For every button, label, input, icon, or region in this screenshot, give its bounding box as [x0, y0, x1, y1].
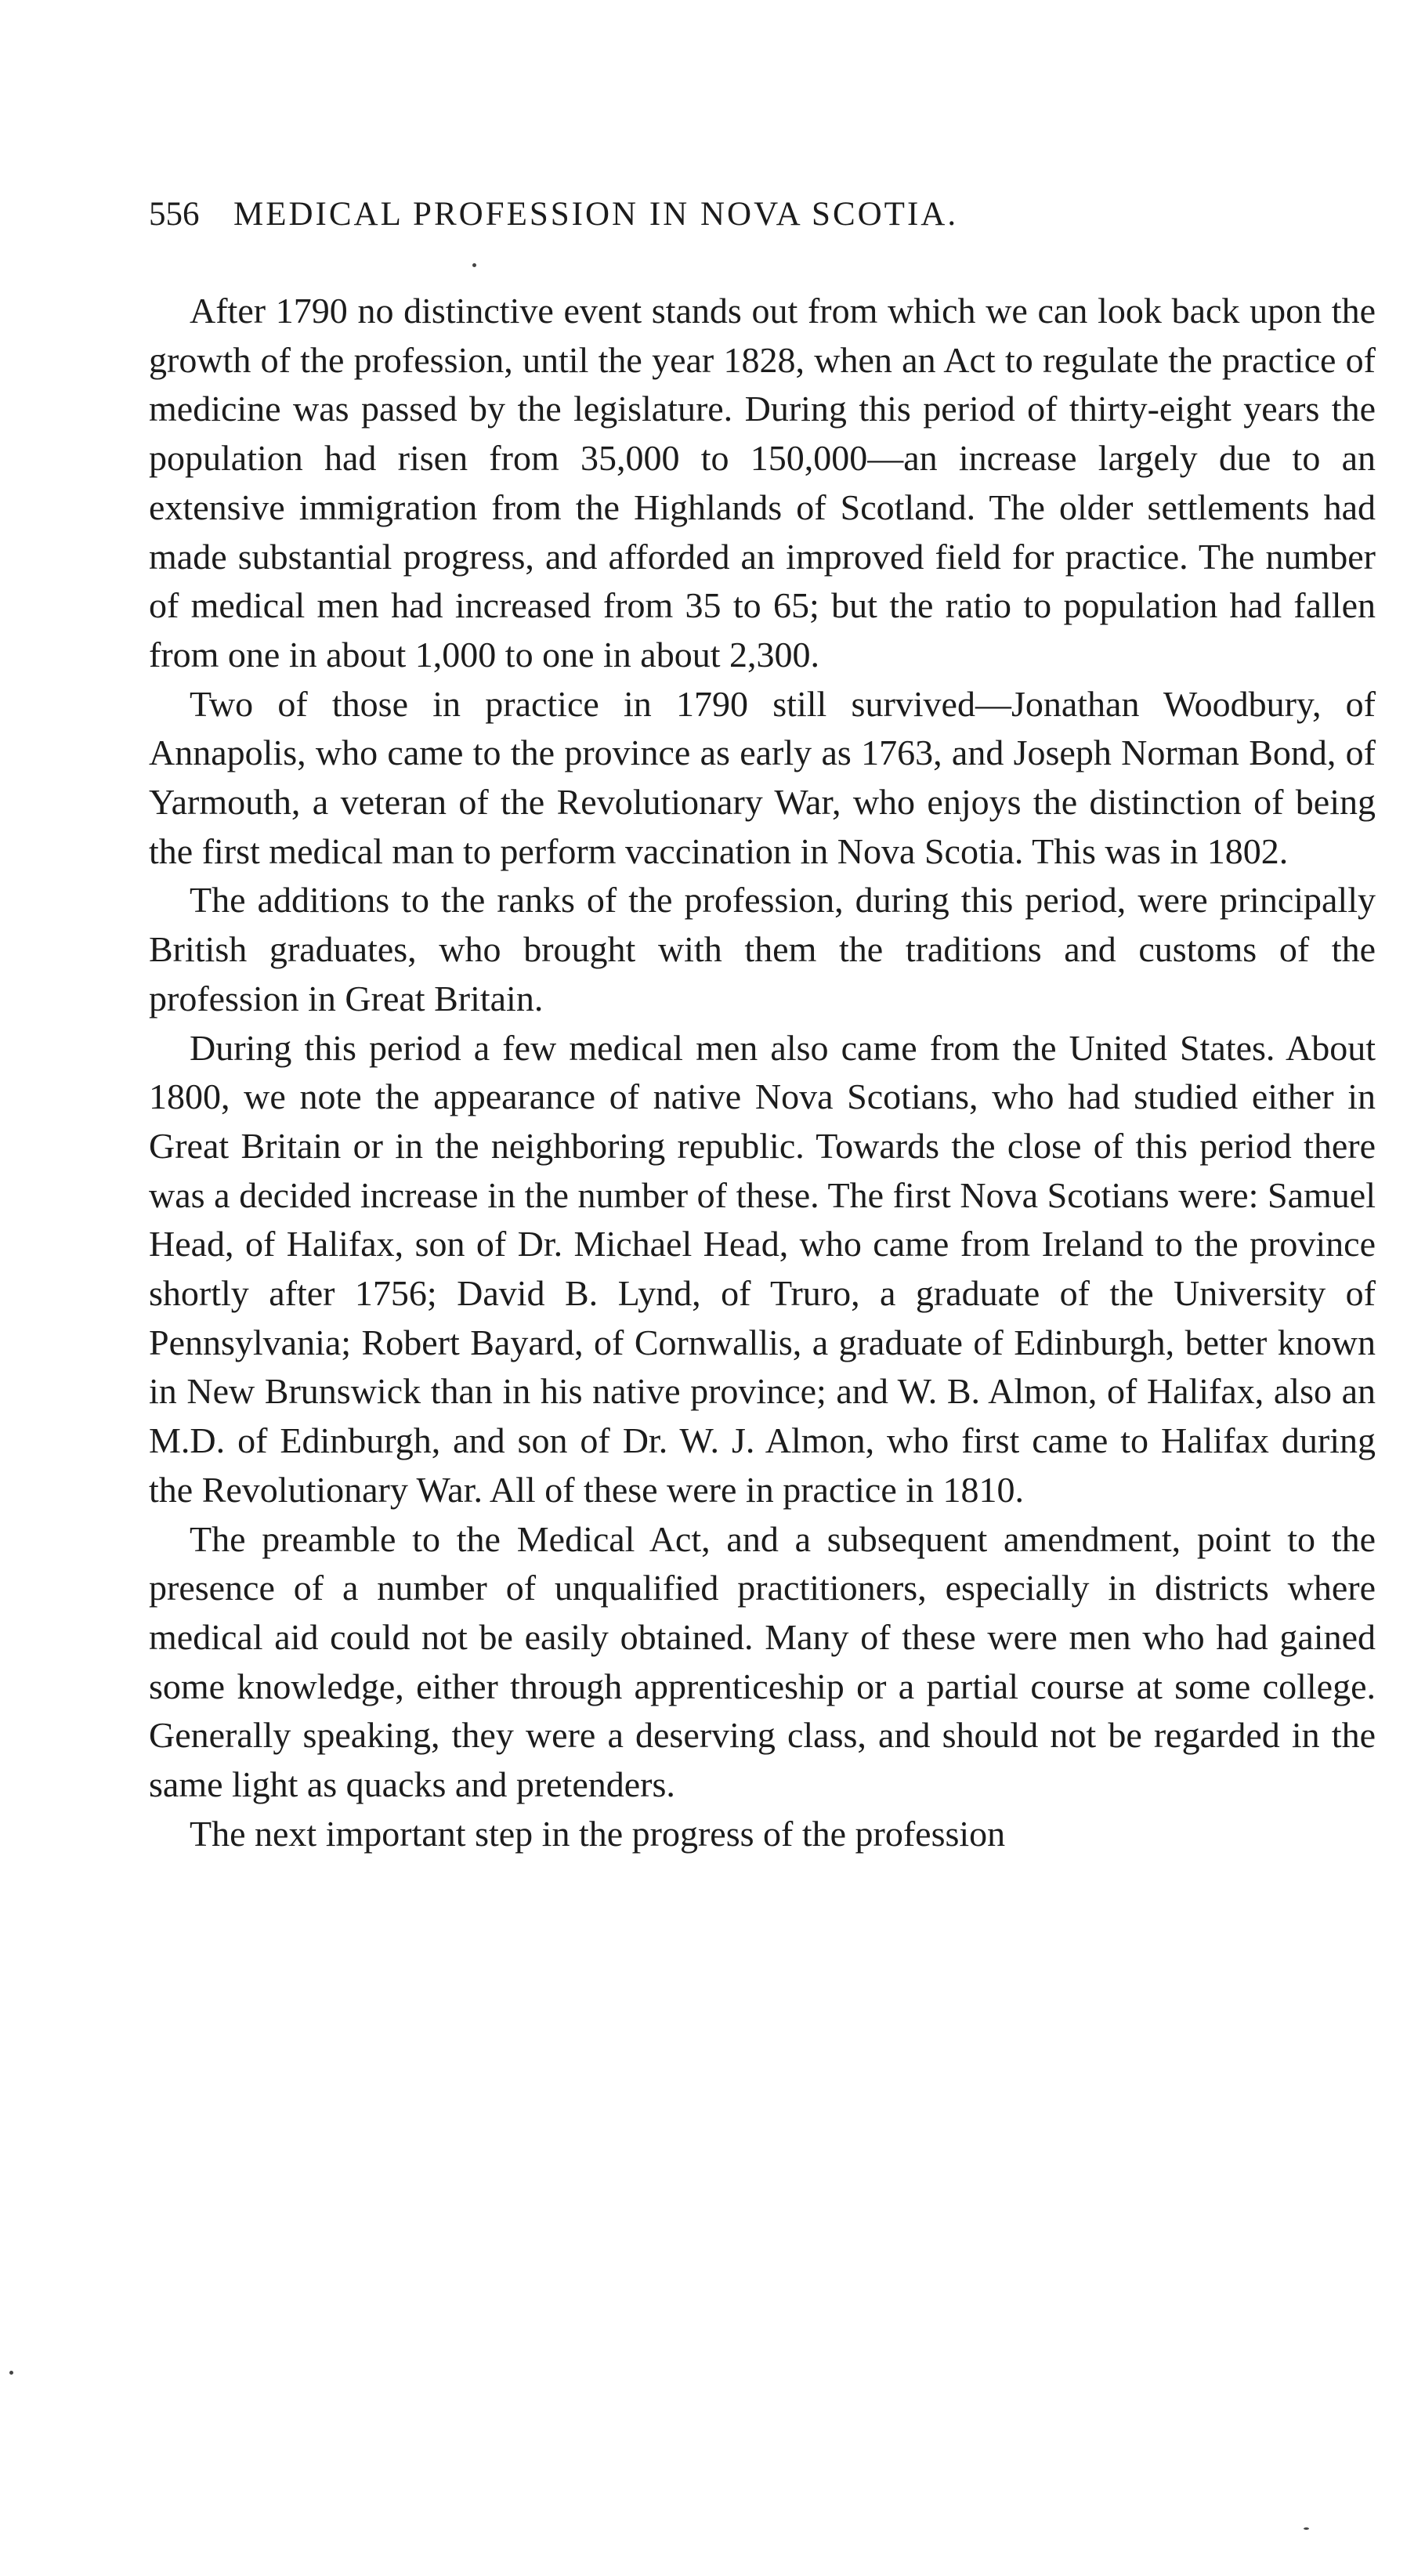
running-title: MEDICAL PROFESSION IN NOVA SCOTIA.: [233, 196, 959, 233]
body-text: [149, 287, 1376, 1859]
paragraph: The preamble to the Medical Act, and a subsequent amendment, point to the presence of a number of unqualified practitioners, especially in districts where medical aid could not be easily obtained. Many of these were men who had gained some knowledge, either through apprenticeship or a partial course at some college. Generally speaking, they were a deserving class, and should not be regarded in the same light as quacks and pretenders.: [149, 1518, 1376, 1805]
page-number: 556: [149, 196, 200, 233]
print-speck: [472, 263, 476, 267]
paragraph: The additions to the ranks of the profession, during this period, were principally British graduates, who brought with them the traditions and customs of the profession in Great Britain.: [149, 880, 1376, 1018]
print-speck: [1304, 2527, 1309, 2530]
paragraph-continued: The next important step in the progress of the profession: [190, 1813, 1006, 1854]
page-header: [149, 193, 1285, 237]
paragraph: During this period a few medical men also came from the United States. About 1800, we note the appearance of native Nova Scotians, who had studied either in Great Britain or in the neighboring republic. Towards the close of this period there was a decided increase in the number of these. The first Nova Scotians were: Samuel Head, of Halifax, son of Dr. Michael Head, who came from Ireland to the province shortly after 1756; David B. Lynd, of Truro, a graduate of the University of Pennsylvania; Robert Bayard, of Cornwallis, a graduate of Edinburgh, better known in New Brunswick than in his native province; and W. B. Almon, of Halifax, also an M.D. of Edinburgh, and son of Dr. W. J. Almon, who first came to Halifax during the Revolutionary War. All of these were in practice in 1810.: [149, 1027, 1376, 1510]
print-speck: [9, 2371, 13, 2375]
paragraph: Two of those in practice in 1790 still survived—Jonathan Woodbury, of Annapolis, who came to the province as early as 1763, and Joseph Norman Bond, of Yarmouth, a veteran of the Revolutionary War, who enjoys the distinction of being the first medical man to perform vaccination in Nova Scotia. This was in 1802.: [149, 683, 1376, 871]
paragraph: After 1790 no distinctive event stands out from which we can look back upon the growth of the profession, until the year 1828, when an Act to regulate the practice of medicine was passed by the legislature. During this period of thirty-eight years the population had risen from 35,000 to 150,000—an increase largely due to an extensive immigration from the Highlands of Scotland. The older settlements had made substantial progress, and afforded an improved field for practice. The number of medical men had increased from 35 to 65; but the ratio to population had fallen from one in about 1,000 to one in about 2,300.: [149, 291, 1376, 675]
